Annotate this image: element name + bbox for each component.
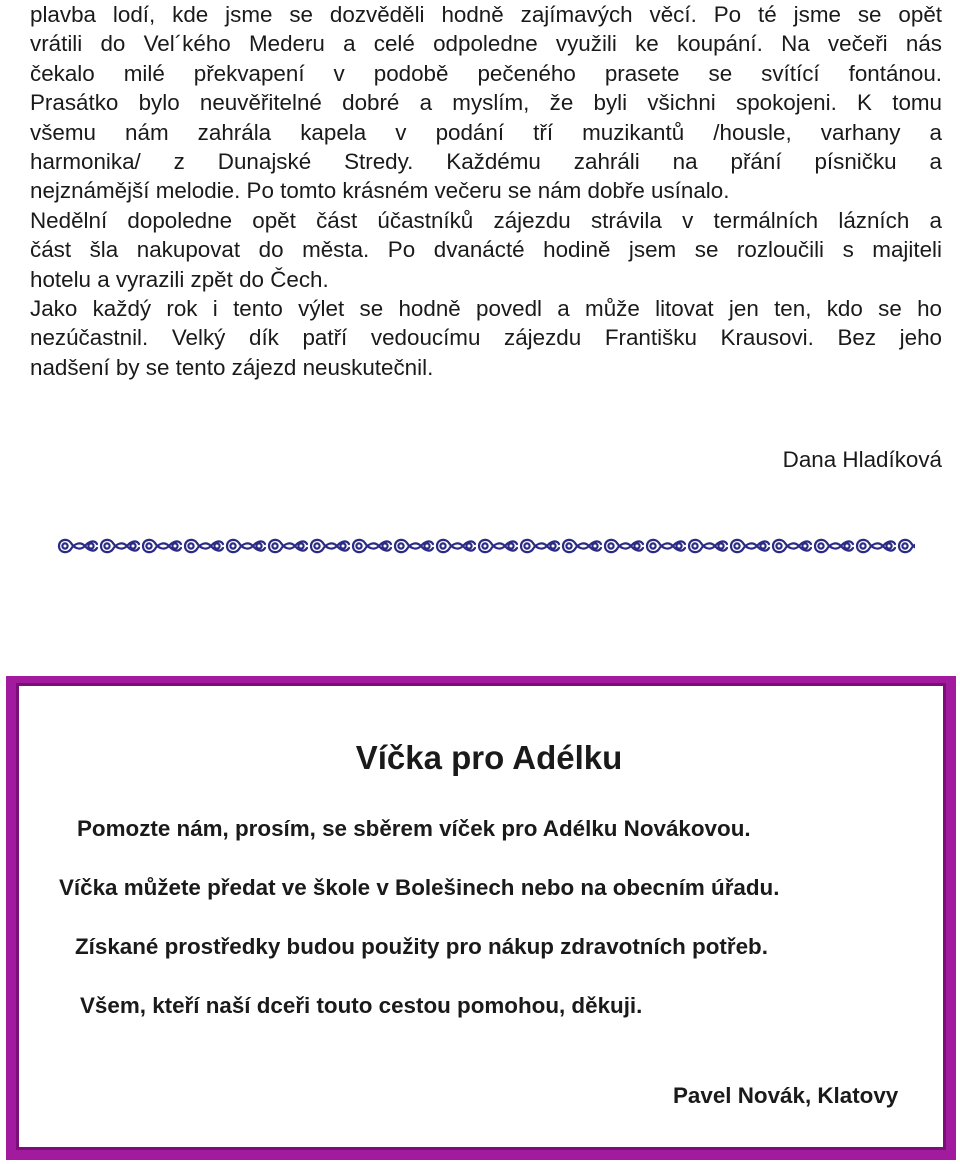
article-line: část šla nakupovat do města. Po dvanácté hodině jsem se rozloučili s majiteli [30, 237, 942, 263]
article-line: harmonika/ z Dunajské Stredy. Každému zahráli na přání písničku a [30, 148, 942, 174]
notice-title: Víčka pro Adélku [355, 739, 623, 776]
article-line: nejznámější melodie. Po tomto krásném večeru se nám dobře usínalo. [30, 178, 730, 204]
article-line: Prasátko bylo neuvěřitelné dobré a myslím, že byli všichni spokojeni. K tomu [30, 90, 942, 116]
notice-line: Všem, kteří naší dceři touto cestou pomohou, děkuji. [80, 993, 643, 1018]
notice-signature: Pavel Novák, Klatovy [673, 1083, 899, 1108]
article-line: vrátili do Vel´kého Mederu a celé odpoledne využili ke koupání. Na večeři nás [30, 31, 942, 57]
article-line: Nedělní dopoledne opět část účastníků zájezdu strávila v termálních lázních a [30, 207, 942, 233]
article-line: Jako každý rok i tento výlet se hodně povedl a může litovat jen ten, kdo se ho [30, 295, 942, 321]
article-line: nadšení by se tento zájezd neuskutečnil. [30, 354, 434, 380]
article-line: plavba lodí, kde jsme se dozvěděli hodně zajímavých věcí. Po té jsme se opět [30, 2, 942, 27]
notice-line: Víčka můžete předat ve škole v Bolešinech nebo na obecním úřadu. [59, 875, 780, 900]
celtic-knot-border-icon [57, 535, 915, 557]
notice-line: Získané prostředky budou použity pro nákup zdravotních potřeb. [75, 934, 768, 959]
article-line: nezúčastnil. Velký dík patří vedoucímu zájezdu Františku Krausovi. Bez jeho [30, 325, 942, 351]
article-line: hotelu a vyrazili zpět do Čech. [30, 266, 329, 292]
article-line: čekalo milé překvapení v podobě pečeného prasete se svítící fontánou. [30, 60, 942, 86]
article-text [30, 0, 942, 382]
notice-box [6, 676, 956, 1160]
article-line: všemu nám zahrála kapela v podání tří muzikantů /housle, varhany a [30, 119, 942, 145]
article-signature: Dana Hladíková [782, 447, 942, 472]
notice-line: Pomozte nám, prosím, se sběrem víček pro Adélku Novákovou. [77, 816, 751, 841]
